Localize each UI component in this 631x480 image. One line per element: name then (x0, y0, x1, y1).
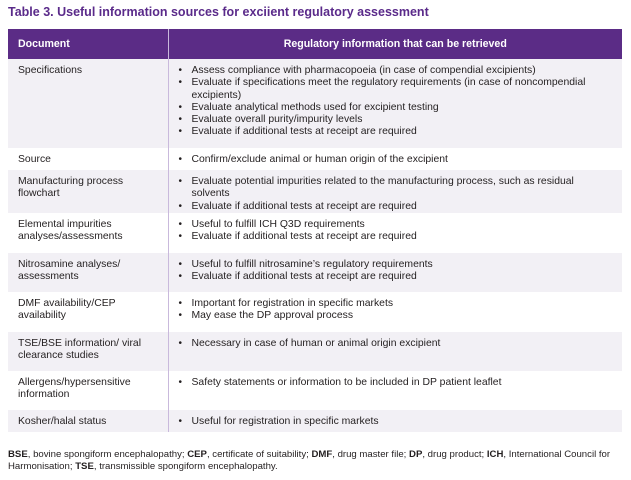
table-row (8, 213, 622, 253)
table-row (8, 253, 622, 292)
bullet-item: • Evaluate potential impurities related to the manufacturing process, such as residual solvents (179, 176, 615, 201)
table-row (8, 148, 622, 170)
bullet-list (179, 416, 615, 428)
footnote-abbr: ICH (486, 449, 504, 460)
column-header-document: Document (8, 29, 168, 59)
row-info-cell (168, 292, 622, 332)
bullet-list (179, 377, 615, 389)
footnote-abbr: CEP (187, 449, 207, 460)
table-row (8, 292, 622, 332)
bullet-list (179, 298, 615, 323)
table-row (8, 410, 622, 432)
bullet-item: • Evaluate analytical methods used for excipient testing (179, 102, 615, 114)
bullet-item: • Confirm/exclude animal or human origin of the excipient (179, 154, 615, 166)
bullet-list (179, 338, 615, 350)
bullet-item: • Evaluate if additional tests at receipt are required (179, 201, 615, 213)
bullet-list (179, 65, 615, 139)
footnote-definition: , drug product; (422, 449, 487, 460)
table-header-row (8, 29, 622, 59)
bullet-item: • Evaluate if additional tests at receipt are required (179, 271, 615, 283)
bullet-item: • Evaluate if specifications meet the regulatory requirements (in case of noncompendial excipients) (179, 77, 615, 102)
table-row (8, 332, 622, 371)
row-info-cell (168, 371, 622, 410)
table-row (8, 170, 622, 213)
row-document-cell: Allergens/hypersensitive information (8, 371, 168, 410)
row-document-cell: Manufacturing process flowchart (8, 170, 168, 213)
footnote-abbr: DP (409, 449, 423, 460)
table-title: Table 3. Useful information sources for exciient regulatory assessment (8, 5, 429, 19)
footnote (8, 449, 622, 472)
row-info-cell (168, 170, 622, 213)
row-document-cell: Kosher/halal status (8, 410, 168, 432)
bullet-item: • Important for registration in specific markets (179, 298, 615, 310)
row-info-cell (168, 253, 622, 292)
bullet-item: • May ease the DP approval process (179, 310, 615, 322)
bullet-item: • Necessary in case of human or animal origin excipient (179, 338, 615, 350)
footnote-abbr: BSE (8, 449, 28, 460)
bullet-list (179, 259, 615, 284)
bullet-item: • Evaluate if additional tests at receipt are required (179, 231, 615, 243)
bullet-list (179, 219, 615, 244)
row-document-cell: TSE/BSE information/ viral clearance studies (8, 332, 168, 371)
bullet-list (179, 176, 615, 213)
row-info-cell (168, 410, 622, 432)
bullet-item: • Assess compliance with pharmacopoeia (in case of compendial excipients) (179, 65, 615, 77)
bullet-item: • Useful for registration in specific markets (179, 416, 615, 428)
bullet-list (179, 154, 615, 166)
footnote-definition: , drug master file; (332, 449, 410, 460)
bullet-item: • Evaluate if additional tests at receipt are required (179, 126, 615, 138)
footnote-abbr: DMF (311, 449, 333, 460)
footnote-definition: , bovine spongiform encephalopathy; (27, 449, 188, 460)
row-document-cell: Elemental impurities analyses/assessments (8, 213, 168, 253)
footnote-definition: , transmissible spongiform encephalopathy. (93, 460, 278, 472)
row-info-cell (168, 148, 622, 170)
bullet-item: • Safety statements or information to be included in DP patient leaflet (179, 377, 615, 389)
table-row (8, 59, 622, 148)
row-document-cell: Nitrosamine analyses/ assessments (8, 253, 168, 292)
row-document-cell: Specifications (8, 59, 168, 148)
bullet-item: • Useful to fulfill ICH Q3D requirements (179, 219, 615, 231)
bullet-item: • Useful to fulfill nitrosamine’s regulatory requirements (179, 259, 615, 271)
table-row (8, 371, 622, 410)
row-document-cell: Source (8, 148, 168, 170)
row-info-cell (168, 213, 622, 253)
footnote-definition: , International Council for Harmonisation; (8, 449, 611, 472)
bullet-item: • Evaluate overall purity/impurity levels (179, 114, 615, 126)
column-header-info: Regulatory information that can be retrieved (168, 29, 622, 59)
row-document-cell: DMF availability/CEP availability (8, 292, 168, 332)
regulatory-info-table (8, 29, 622, 432)
row-info-cell (168, 332, 622, 371)
row-info-cell (168, 59, 622, 148)
footnote-definition: , certificate of suitability; (206, 449, 312, 460)
footnote-abbr: TSE (75, 460, 94, 472)
